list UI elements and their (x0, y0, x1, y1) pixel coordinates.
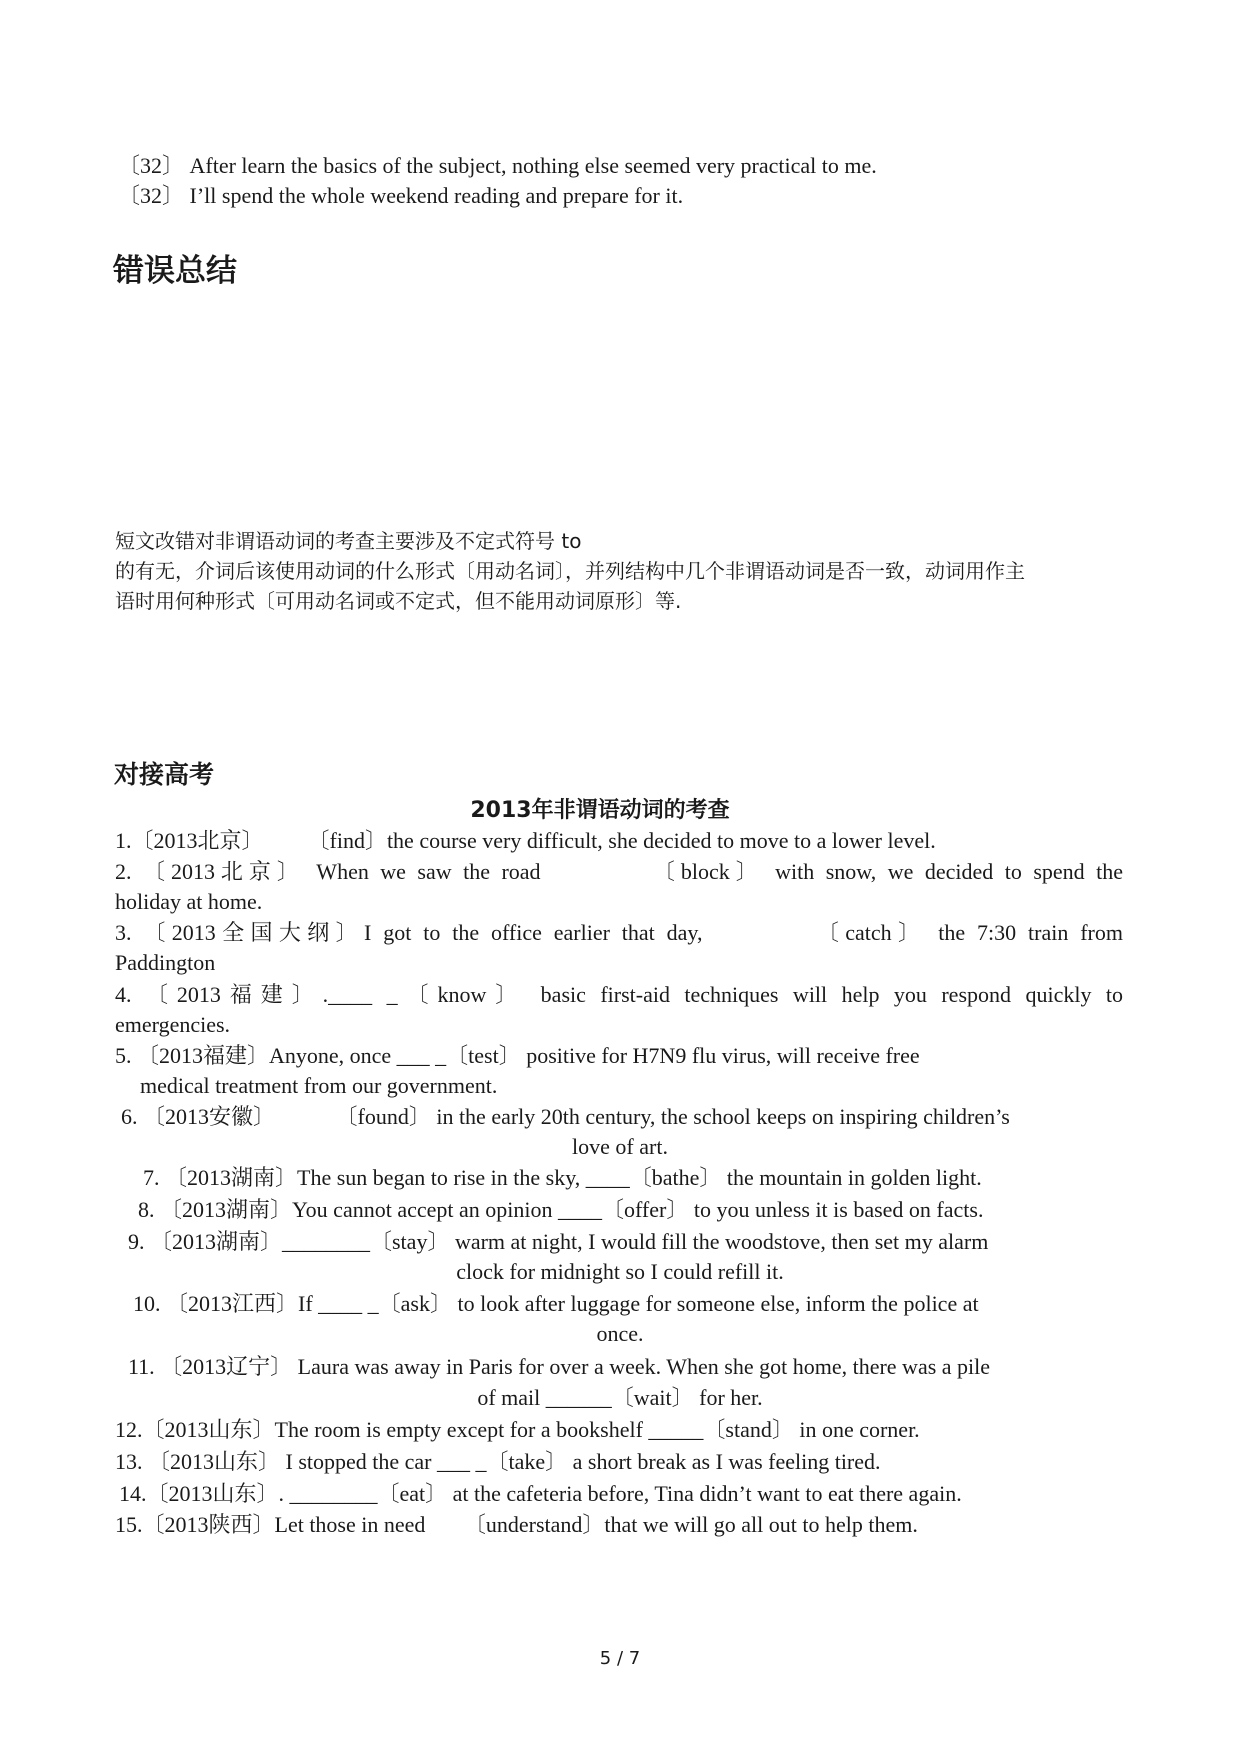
question-3-line-1: 3. 〔2013全国大纲〕I got to the office earlier that day, 〔catch〕 the 7:30 train from (115, 920, 1123, 945)
question-4-line-1: 4. 〔2013福建〕.____ _〔know〕 basic first-aid techniques will help you respond quickly to (115, 982, 1123, 1007)
exam-section-title: 2013年非谓语动词的考查 (470, 798, 730, 823)
question-8-line-1: 8. 〔2013湖南〕You cannot accept an opinion ____〔offer〕 to you unless it is based on facts. (138, 1197, 984, 1222)
question-1-line-1: 1.〔2013北京〕 〔find〕the course very difficult, she decided to move to a lower level. (115, 828, 936, 853)
error-summary-heading: 错误总结 (113, 253, 237, 289)
question-9-line-2: clock for midnight so I could refill it. (456, 1259, 784, 1284)
top-item-2: 〔32〕 I’ll spend the whole weekend reading and prepare for it. (118, 183, 684, 208)
question-5-line-1: 5. 〔2013福建〕Anyone, once ___ _〔test〕 positive for H7N9 flu virus, will receive free (115, 1043, 920, 1068)
question-7-line-1: 7. 〔2013湖南〕The sun began to rise in the sky, ____〔bathe〕 the mountain in golden light. (143, 1165, 982, 1190)
question-12-line-1: 12.〔2013山东〕The room is empty except for a bookshelf _____〔stand〕 in one corner. (115, 1417, 920, 1442)
page-number: 5 / 7 (599, 1648, 641, 1669)
question-2-line-1: 2. 〔2013北京〕 When we saw the road 〔block〕 with snow, we decided to spend the (115, 859, 1123, 884)
question-4-line-2: emergencies. (115, 1012, 231, 1037)
error-summary-line-1: 短文改错对非谓语动词的考查主要涉及不定式符号 to (115, 529, 582, 553)
question-11-line-2: of mail ______〔wait〕 for her. (477, 1385, 763, 1410)
question-10-line-1: 10. 〔2013江西〕If ____ _〔ask〕 to look after luggage for someone else, inform the police at (133, 1291, 979, 1316)
question-6-line-2: love of art. (572, 1134, 668, 1159)
error-summary-line-3: 语时用何种形式〔可用动名词或不定式，但不能用动词原形〕等. (115, 589, 682, 613)
question-11-line-1: 11. 〔2013辽宁〕 Laura was away in Paris for over a week. When she got home, there was a pile (128, 1354, 991, 1379)
exam-section-heading: 对接高考 (114, 760, 215, 789)
question-10-line-2: once. (596, 1321, 644, 1346)
question-2-line-2: holiday at home. (115, 889, 263, 914)
question-15-line-1: 15.〔2013陕西〕Let those in need 〔understand〕that we will go all out to help them. (115, 1512, 918, 1537)
top-item-1: 〔32〕 After learn the basics of the subject, nothing else seemed very practical to me. (118, 153, 877, 178)
error-summary-line-2: 的有无，介词后该使用动词的什么形式〔用动名词〕，并列结构中几个非谓语动词是否一致，动词用作主 (115, 559, 1025, 583)
question-6-line-1: 6. 〔2013安徽〕 〔found〕 in the early 20th century, the school keeps on inspiring children’s (121, 1104, 1010, 1129)
question-9-line-1: 9. 〔2013湖南〕________〔stay〕 warm at night, I would fill the woodstove, then set my alarm (128, 1229, 989, 1254)
question-13-line-1: 13. 〔2013山东〕 I stopped the car ___ _〔take〕 a short break as I was feeling tired. (115, 1449, 881, 1474)
question-14-line-1: 14.〔2013山东〕. ________〔eat〕 at the cafeteria before, Tina didn’t want to eat there again. (119, 1481, 962, 1506)
question-5-line-2: medical treatment from our government. (140, 1073, 498, 1098)
question-3-line-2: Paddington (115, 950, 216, 975)
